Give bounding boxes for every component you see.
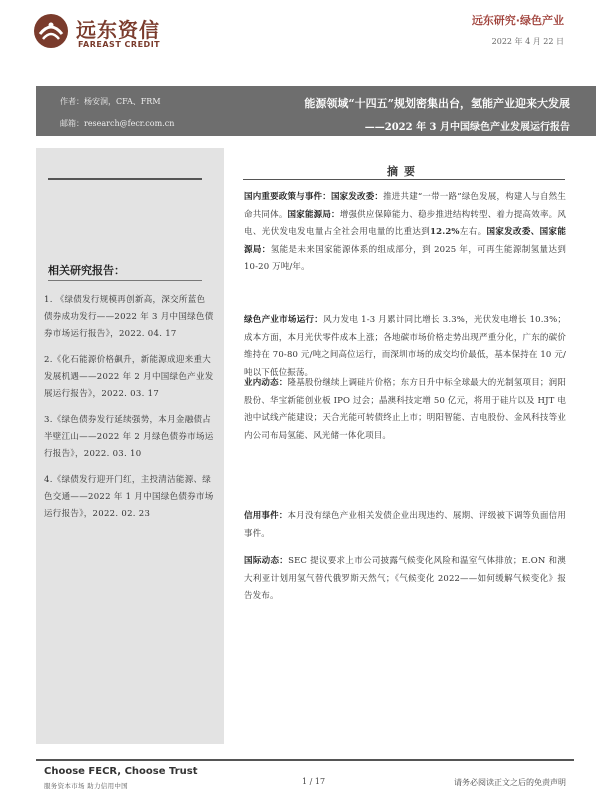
header-meta (472, 12, 564, 47)
disclaimer-note: 请务必阅读正文之后的免责声明 (454, 778, 566, 787)
footer-divider (36, 759, 574, 761)
summary-heading: 摘要 (387, 165, 421, 178)
policy-text-2: 增强供应保障能力、稳步推进结构转型、着力提高效率。风电、光伏发电发电量占全社会用电量的比重达到 (244, 209, 567, 237)
related-report-item: 4.《绿债发行迎开门红，主投清洁能源、绿色交通——2022 年 1 月中国绿色债券市场运行报告》，2022. 02. 23 (44, 475, 214, 519)
sidebar-top-divider (48, 178, 202, 180)
footer-slogan-english: Choose FECR, Choose Trust (44, 766, 198, 777)
related-report-item: 3.《绿色债券发行延续强势，本月金融债占半壁江山——2022 年 2 月绿色债券市场运行报告》，2022. 03. 10 (44, 415, 214, 459)
policy-label: 国内重要政策与事件： (244, 192, 331, 202)
international-text: SEC 提议要求上市公司披露气候变化风险和温室气体排放；E.ON 和澳大利亚计划用氢气替代俄罗斯天然气；《气候变化 2022——如何缓解气候变化》报告发布。 (244, 556, 566, 601)
renewable-share-value: 12.2% (430, 227, 460, 237)
footer-slogan-chinese: 服务资本市场 助力信用中国 (44, 782, 128, 790)
report-type: 远东研究·绿色产业 (471, 14, 564, 27)
international-label: 国际动态： (244, 556, 289, 566)
nea-label: 国家能源局： (287, 209, 340, 220)
credit-paragraph (244, 508, 566, 543)
ndrc-label: 国家发改委： (330, 192, 384, 202)
joint-agency-label: 国家发改委、国家能源局： (244, 227, 567, 255)
market-label: 绿色产业市场运行： (244, 315, 324, 325)
international-paragraph (244, 553, 566, 606)
logo-english-name: FAREAST CREDIT (78, 40, 161, 49)
report-date: 2022 年 4 月 22 日 (491, 37, 564, 46)
industry-label: 业内动态： (244, 378, 288, 388)
credit-text: 本月没有绿色产业相关发债企业出现违约、展期、评级被下调等负面信用事件。 (244, 511, 566, 539)
author-line: 作者：杨安洞，CFA、FRM (60, 97, 161, 106)
company-logo (32, 12, 172, 56)
related-report-item: 2.《化石能源价格飙升，新能源成迎来重大发展机遇——2022 年 2 月中国绿色产业发展运行报告》，2022. 03. 17 (44, 355, 214, 399)
policy-text-1: 推进共建“一带一路”绿色发展，构建人与自然生命共同体。 (244, 192, 566, 220)
policy-text-3: 左右。 (459, 227, 487, 237)
related-reports-list (44, 292, 214, 532)
policy-text-4: 氢能是未来国家能源体系的组成部分，到 2025 年，可再生能源制氢量达到 10-20 万吨/年。 (244, 244, 566, 272)
page-number: 1 / 17 (302, 777, 326, 786)
industry-text: 隆基股份继续上调硅片价格；东方日升中标全球最大的光制氢项目；润阳股份、华宝新能创业板 IPO 过会；晶澳科技定增 50 亿元，将用于硅片以及 HJT 电池中试线产能建设；天合光能可转债终止上市；明阳智能、吉电股份、金风科技等业内公司布局氢能、风光储一体化项目。 (244, 378, 566, 441)
market-text: 风力发电 1-3 月累计同比增长 3.3%，光伏发电增长 10.3%；成本方面，本月光伏零件成本上涨；各地碳市场价格走势出现严重分化，广东的碳价维持在 70-80 元/吨之间高位运行，而深圳市场的成交均价最低，基本保持在 10 元/吨以下低位振荡。 (244, 315, 566, 378)
industry-paragraph (244, 375, 566, 445)
related-report-item: 1. 《绿债发行规模再创新高，深交所蓝色债券成功发行——2022 年 3 月中国绿色债券市场运行报告》，2022. 04. 17 (44, 295, 214, 339)
sidebar-divider (48, 280, 202, 281)
credit-label: 信用事件： (244, 511, 288, 521)
related-reports-title: 相关研究报告： (48, 264, 125, 277)
policy-paragraph (244, 189, 566, 277)
logo-chinese-name: 远东资信 (76, 18, 160, 42)
market-paragraph (244, 312, 566, 382)
fareast-logo-icon (32, 12, 70, 50)
report-title: 能源领域“十四五”规划密集出台，氢能产业迎来大发展 (304, 97, 570, 110)
email-line: 邮箱：research@fecr.com.cn (60, 119, 175, 128)
report-subtitle: ——2022 年 3 月中国绿色产业发展运行报告 (364, 122, 570, 133)
summary-divider (243, 179, 565, 180)
